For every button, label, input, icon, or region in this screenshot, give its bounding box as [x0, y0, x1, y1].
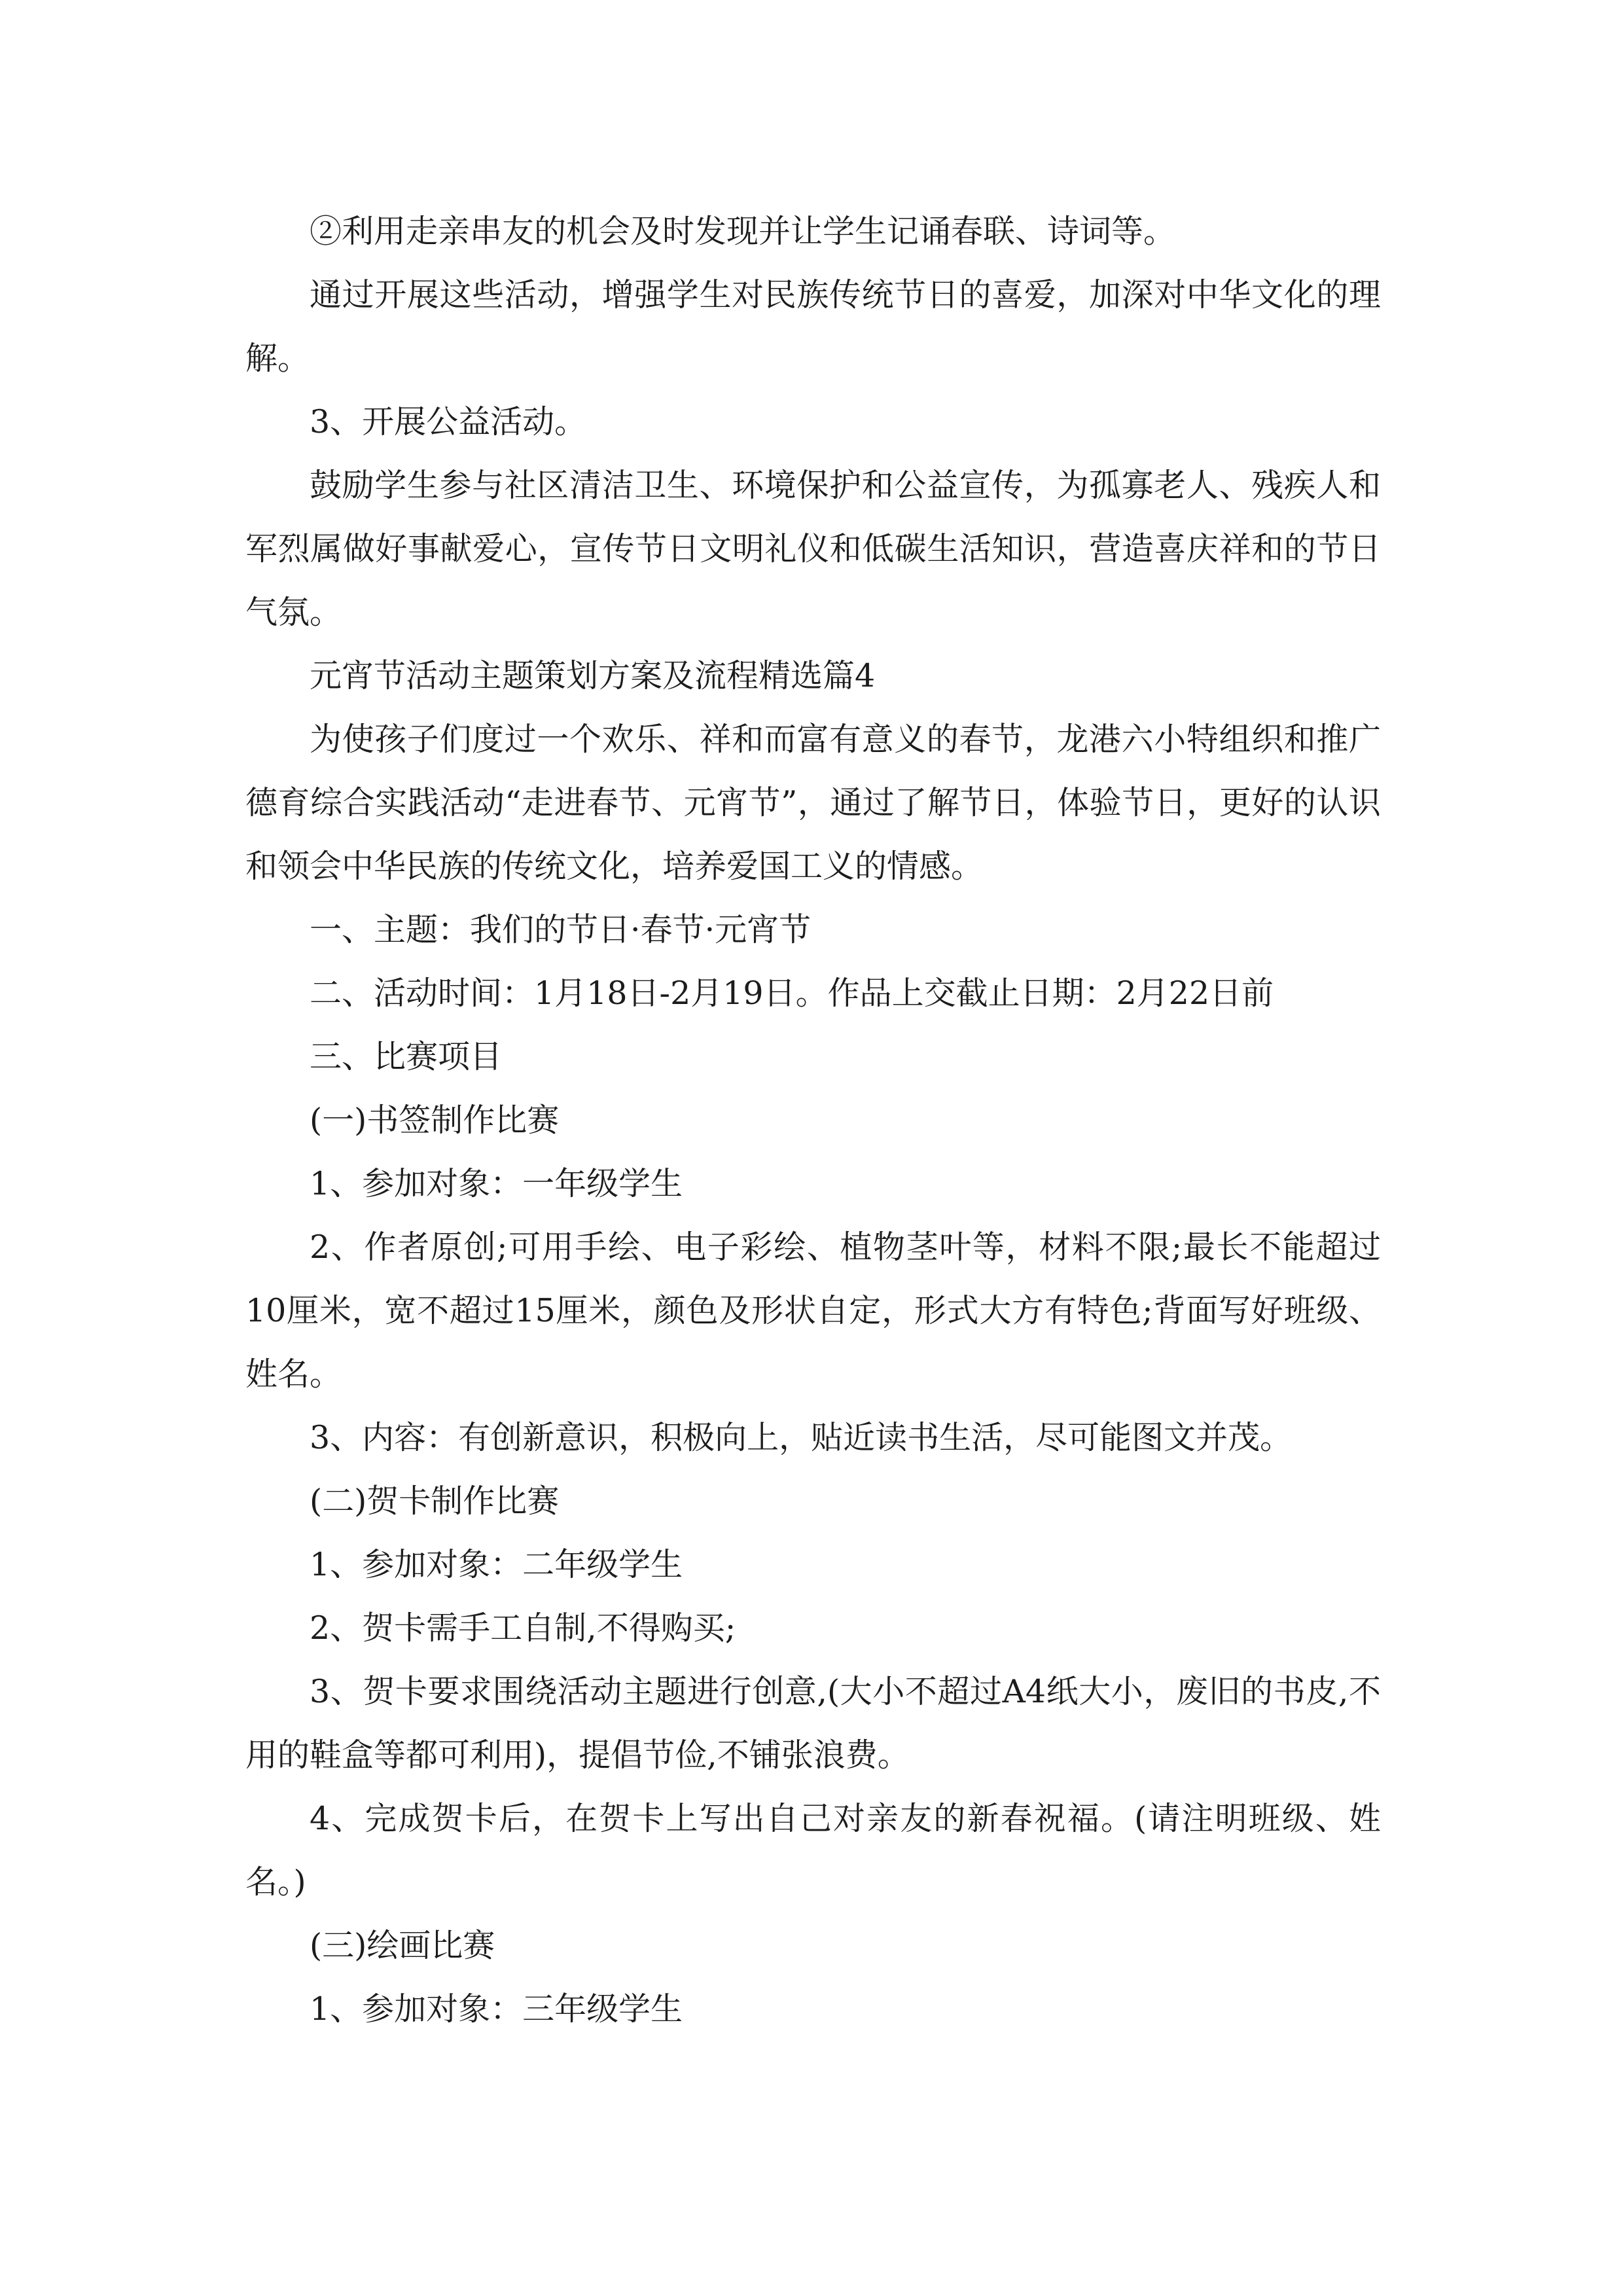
article-title: 元宵节活动主题策划方案及流程精选篇4	[310, 657, 876, 694]
list-item-card-4: 4、完成贺卡后，在贺卡上写出自己对亲友的新春祝福。(请注明班级、姓名。)	[245, 1800, 1381, 1901]
document-body	[245, 200, 1381, 2041]
section-heading-public-welfare: 3、开展公益活动。	[310, 403, 587, 440]
list-item-card-2: 2、贺卡需手工自制,不得购买;	[310, 1609, 736, 1647]
paragraph-2: 通过开展这些活动，增强学生对民族传统节日的喜爱，加深对中华文化的理解。	[245, 276, 1381, 377]
subsection-greeting-card: (二)贺卡制作比赛	[310, 1482, 560, 1520]
list-item-bookmark-2: 2、作者原创;可用手绘、电子彩绘、植物茎叶等，材料不限;最长不能超过10厘米，宽不超过15厘米，颜色及形状自定，形式大方有特色;背面写好班级、姓名。	[245, 1229, 1381, 1393]
paragraph-4: 为使孩子们度过一个欢乐、祥和而富有意义的春节，龙港六小特组织和推广德育综合实践活动“走进春节、元宵节”，通过了解节日，体验节日，更好的认识和领会中华民族的传统文化，培养爱国工义的情感。	[245, 721, 1381, 885]
section-competition-items: 三、比赛项目	[310, 1038, 503, 1075]
subsection-bookmark: (一)书签制作比赛	[310, 1102, 560, 1139]
section-activity-time: 二、活动时间：1月18日-2月19日。作品上交截止日期：2月22日前	[310, 975, 1274, 1012]
list-item-bookmark-3: 3、内容：有创新意识，积极向上，贴近读书生活，尽可能图文并茂。	[310, 1419, 1293, 1456]
section-theme: 一、主题：我们的节日·春节·元宵节	[310, 911, 812, 948]
paragraph-3: 鼓励学生参与社区清洁卫生、环境保护和公益宣传，为孤寡老人、残疾人和军烈属做好事献爱心，宣传节日文明礼仪和低碳生活知识，营造喜庆祥和的节日气氛。	[245, 467, 1381, 631]
subsection-painting: (三)绘画比赛	[310, 1927, 495, 1964]
list-item-card-3: 3、贺卡要求围绕活动主题进行创意,(大小不超过A4纸大小，废旧的书皮,不用的鞋盒等都可利用)，提倡节俭,不铺张浪费。	[245, 1673, 1381, 1774]
list-item-card-1: 1、参加对象：二年级学生	[310, 1546, 683, 1583]
paragraph-1: ②利用走亲串友的机会及时发现并让学生记诵春联、诗词等。	[310, 213, 1176, 250]
list-item-bookmark-1: 1、参加对象：一年级学生	[310, 1165, 683, 1202]
list-item-painting-1: 1、参加对象：三年级学生	[310, 1990, 683, 2028]
